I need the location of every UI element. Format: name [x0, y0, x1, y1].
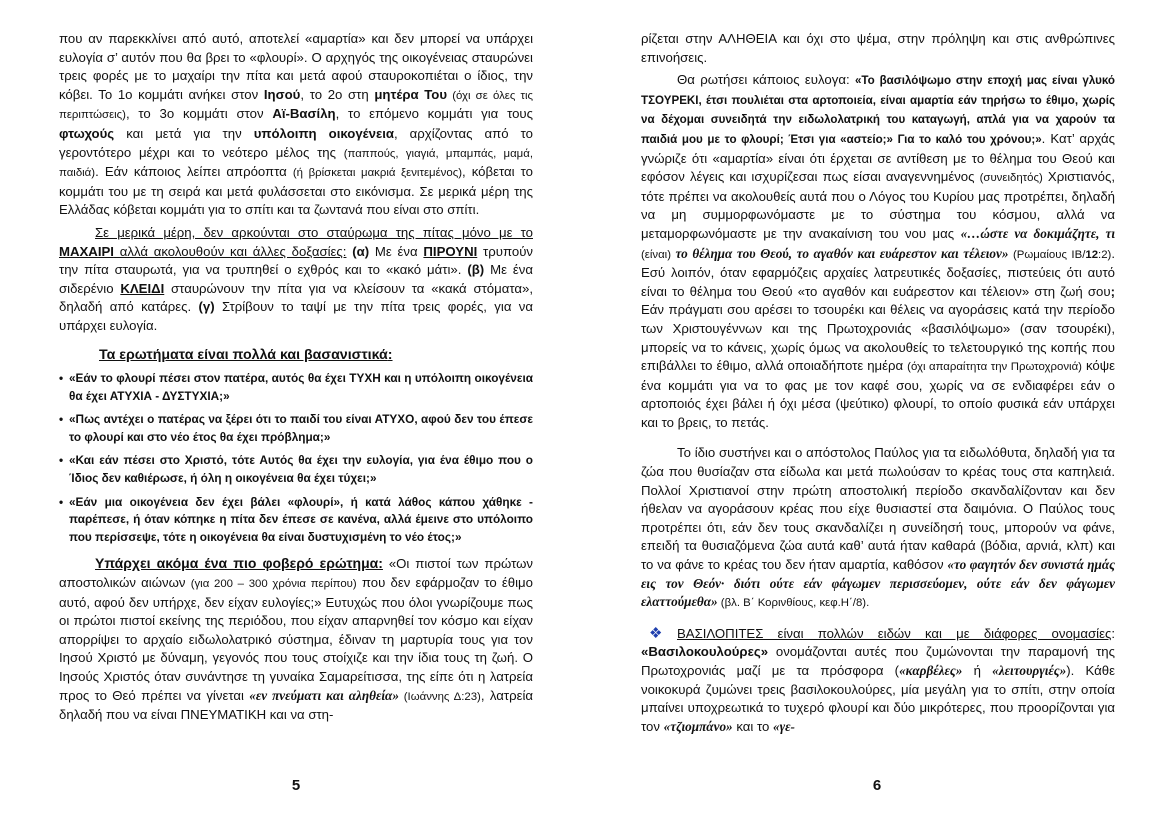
left-paragraph-1: που αν παρεκκλίνει από αυτό, αποτελεί «αμαρτία» και δεν μπορεί να υπάρχει ευλογία σ’ αυτόν που θα βρει το «φλουρί». Ο αρχηγός της οικογένειας σταυρώνει τρεις φορές με το μαχαίρι την πίτα και μετά αφού σταυροκοπιέται ο ίδιος, την κόβει. Το 1ο κομμάτι ανήκει στον Ιησού, το 2ο στη μητέρα Του (όχι σε όλες τις περιπτώσεις), το 3ο κομμάτι στον Αϊ-Βασίλη, το επόμενο κομμάτι για τους φτωχούς και μετά για την υπόλοιπη οικογένεια, αρχίζοντας από το γεροντότερο μέχρι και το νεότερο μέλος της (παππούς, γιαγιά, μπαμπάς, μαμά, παιδιά). Εάν κάποιος λείπει απρόοπτα (ή βρίσκεται μακριά ξενιτεμένος), κόβεται το κομμάτι του με τη σειρά και μετά φυλάσσεται στο εικόνισμα. Σε μερικά μέρη της Ελλάδας κόβεται κομμάτι για το σπίτι και τα ζωντανά που είναι στο σπίτι. [59, 31, 534, 218]
right-paragraph-2: Θα ρωτήσει κάποιος ευλογα: «Το βασιλόψωμο στην εποχή μας είναι γλυκό ΤΣΟΥΡΕΚΙ, έτσι πουλιέται στα αρτοποιεία, είναι αμαρτία εάν τηρήσω το έθιμο, χωρίς να δέχομαι συνειδητά την ειδωλολατρική του καταγωγή, απλά για να χαρούν τα παιδιά μου με το φλουρί; Έτσι για «αστείο;» Για το καλό του χρόνου;». Κατ’ αρχάς γνώριζε ότι «αμαρτία» είναι ότι έρχεται σε αντίθεση με το θέλημα του Θεού και εφόσον λέγεις και ισχυρίζεσαι πως είσαι αναγεννημένος (συνειδητός) Χριστιανός, τότε πρέπει να ακολουθείς αυτά που ο Λόγος του Κυρίου μας προτρέπει, δηλαδή να μη συμμορφωνόμαστε με το σύστημα του κόσμου, αλλά να μεταμορφωνόμαστε με την ανακαίνιση του νου μας «…ώστε να δοκιμάζητε, τι (είναι) το θέλημα του Θεού, το αγαθόν και ευάρεστον και τέλειον» (Ρωμαίους ΙΒ/12:2). Εσύ λοιπόν, όταν εφαρμόζεις αρχαίες λατρευτικές δοξασίες, πιστεύεις ότι αυτό είναι το θέλημα του Θεού «το αγαθόν και ευάρεστον και τέλειον» στη ζωή σου; Εάν πράγματι σου αρέσει το τσουρέκι και θέλεις να αγοράσεις κατά την περίοδο των Χριστουγέννων και της Πρωτοχρονιάς «βασιλόψωμο» (σαν τσουρέκι), μπορείς να το κάνεις, χωρίς όμως να ακολουθείς το τελετουργικό της κοπής που επιβάλλει το έθιμο, αλλά οποιαδήποτε ημέρα (όχι απαραίτητα την Πρωτοχρονιά) κόψε ένα κομμάτι για να το φας με τον καφέ σου, χωρίς να σε ενδιαφέρει εάν ο αρτοποιός έχει βάλει ή όχι μέσα (ψεύτικο) φλουρί, το οποίο φυσικά εάν υπάρχει και το βρεις, το πετάς. [641, 72, 1116, 430]
page-number: 6 [872, 777, 882, 794]
question-item: • «Εάν το φλουρί πέσει στον πατέρα, αυτός θα έχει ΤΥΧΗ και η υπόλοιπη οικογένεια θα έχει ΑΤΥΧΙΑ - ΔΥΣΤΥΧΙΑ;» [59, 371, 533, 403]
question-item: • «Πως αντέχει ο πατέρας να ξέρει ότι το παιδί του είναι ΑΤΥΧΟ, αφού δεν του έπεσε το φλουρί και στο νέο έτος θα έχει πρόβλημα;» [59, 412, 533, 444]
bullet-icon: • [59, 371, 64, 386]
right-paragraph-4: ❖ ΒΑΣΙΛΟΠΙΤΕΣ είναι πολλών ειδών και με διάφορες ονομασίες: «Βασιλοκουλούρες» ονομάζονται αυτές που ζυμώνονται την παραμονή της Πρωτοχρονιάς μαζί με τα πρόσφορα («καρβέλες» ή «λειτουργιές»). Κάθε νοικοκυρά ζυμώνει τρεις βασιλοκουλούρες, μία μεγάλη για το σπίτι, στην οποία μπαίνει υποχρεωτικά το τυχερό φλουρί και δύο μικρότερες, που προορίζονται για τον «τζιομπάνο» και το «γε- [641, 624, 1115, 734]
right-paragraph-3: Το ίδιο συστήνει και ο απόστολος Παύλος για τα ειδωλόθυτα, δηλαδή για τα ζώα που θυσίαζαν στα είδωλα και μετά πωλούσαν το κρέας τους στα καπηλειά. Πολλοί Χριστιανοί στην πρώτη αποστολική περίοδο σκανδαλίζονταν και δεν ήθελαν να αγοράσουν κρέας που είχε θυσιαστεί στα δαιμόνια. Ο Παύλος τους προτρέπει ότι, εάν δεν τους σκανδαλίζει η συνείδησή τους, μπορούν να φάνε, επειδή τα θυσιαζόμενα ζώα αυτά καθ’ αυτά ήταν καθαρά (βόδια, αρνιά, κλπ) και το να φάνε το κρέας του δεν ήταν αμαρτία, καθόσον «το φαγητόν δεν συνιστά ημάς εις τον Θεόν· διότι ούτε εάν φάγωμεν περισσεύομεν, ούτε εάν δεν φάγωμεν ελαττούμεθα» (βλ. Β΄ Κορινθίους, κεφ.Η΄/8). [641, 445, 1115, 610]
left-paragraph-3: Υπάρχει ακόμα ένα πιο φοβερό ερώτημα: «Οι πιστοί των πρώτων αποστολικών αιώνων (για 200 – 300 χρόνια περίπου) που δεν εφάρμοζαν το έθιμο αυτό, αφού δεν υπήρχε, δεν είχαν ευλογίες;» Ευτυχώς που όλοι γνωρίζουμε πως οι πρώτοι πιστοί εκείνης της περιόδου, που είχαν απαρνηθεί τον κόσμο και είχαν απορρίψει το αρχαίο ειδωλολατρικό σύστημα, έδιναν τη μαρτυρία τους για τον Ιησού Χριστό με δύναμη, γεγονός που τους στοίχιζε και την ίδια τους τη ζωή. Ο Ιησούς Χριστός όταν συνάντησε τη γυναίκα Σαμαρείτισσα, της είπε ότι η λατρεία προς το Θεό πρέπει να γίνεται «εν πνεύματι και αληθεία» (Ιωάννης Δ:23), λατρεία δηλαδή που να είναι ΠΝΕΥΜΑΤΙΚΗ και να στη- [59, 555, 534, 723]
question-item: • «Και εάν πέσει στο Χριστό, τότε Αυτός θα έχει την ευλογία, για ένα έθιμο που ο Ίδιος δεν καθιέρωσε, ή όλη η οικογένεια θα έχει τύχει;» [59, 453, 533, 486]
right-paragraph-1: ρίζεται στην ΑΛΗΘΕΙΑ και όχι στο ψέμα, στην πρόληψη και στις ανθρώπινες επινοήσεις. [641, 31, 1115, 65]
diamond-bullet-icon: ❖ [649, 624, 673, 642]
questions-list [59, 370, 533, 546]
question-item: • «Εάν μια οικογένεια δεν έχει βάλει «φλουρί», ή κατά λάθος κάπου χάθηκε - παρέπεσε, ή όταν κόπηκε η πίτα δεν έπεσε σε κανένα, αλλά έμεινε στο υπόλοιπο που περίσσεψε, τότε η οικογένεια θα είναι δυστυχισμένη το νέο έτος;» [59, 494, 533, 544]
bullet-icon: • [59, 412, 64, 427]
bullet-icon: • [59, 494, 64, 509]
left-page [59, 30, 533, 725]
left-paragraph-2: Σε μερικά μέρη, δεν αρκούνται στο σταύρωμα της πίτας μόνο με το ΜΑΧΑΙΡΙ αλλά ακολουθούν και άλλες δοξασίες: (α) Με ένα ΠΙΡΟΥΝΙ τρυπούν την πίτα σταυρωτά, για να τρυπηθεί ο εχθρός και το «κακό μάτι». (β) Με ένα σιδερένιο ΚΛΕΙΔΙ σταυρώνουν την πίτα για να κλείσουν τα «κακά στόματα», δηλαδή από κατάρες. (γ) Στρίβουν το ταψί με την πίτα τρεις φορές, για να υπάρχει ευλογία. [59, 224, 534, 333]
page-number: 5 [291, 777, 301, 794]
questions-heading: Τα ερωτήματα είναι πολλά και βασανιστικά: [99, 346, 393, 363]
bullet-icon: • [59, 453, 64, 468]
right-page [641, 30, 1115, 736]
